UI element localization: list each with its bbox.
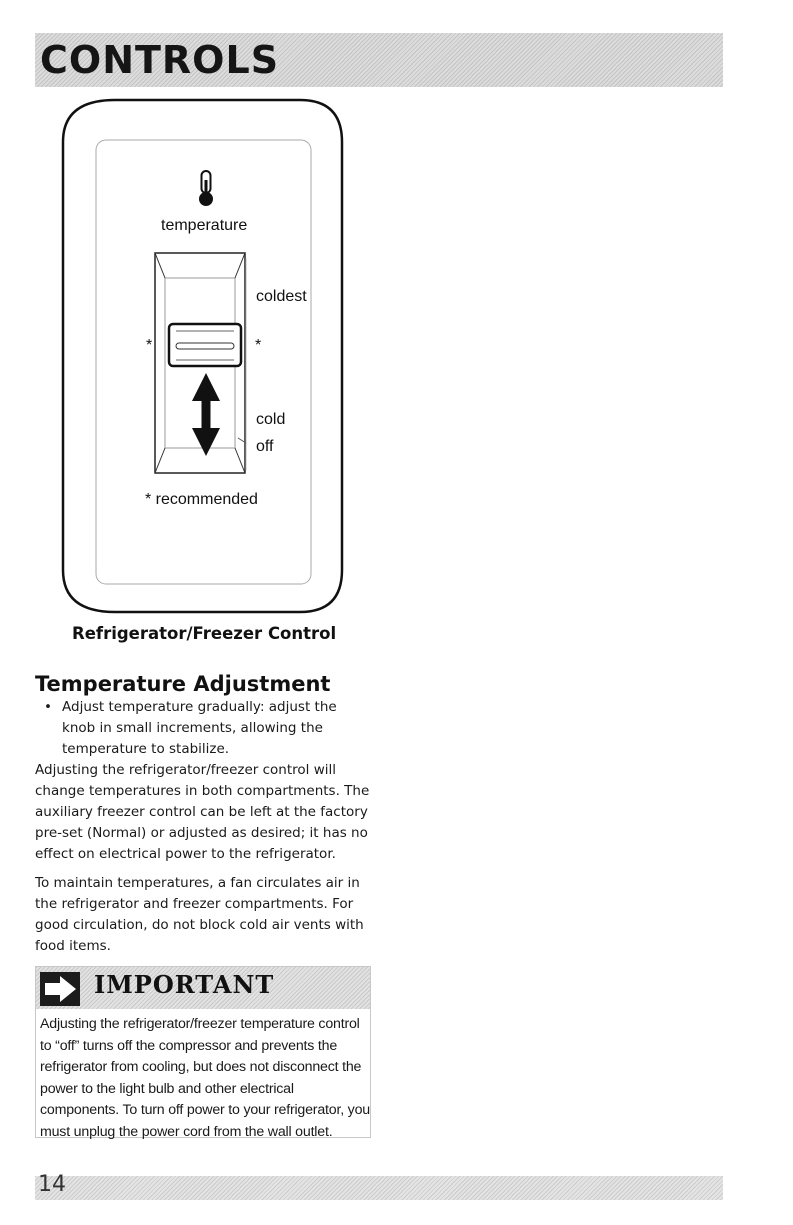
temperature-slider-knob[interactable] [169, 324, 241, 366]
label-off: off [256, 438, 274, 455]
recommended-marker-left: * [146, 337, 153, 354]
page-title: CONTROLS [40, 38, 280, 82]
paragraph-circulation: To maintain temperatures, a fan circulates air in the refrigerator and freezer compartments. For good circulation, do not block cold air vents with food items. [35, 875, 364, 954]
double-arrow-icon [192, 373, 220, 456]
label-coldest: coldest [256, 288, 307, 305]
page-number: 14 [38, 1172, 66, 1197]
important-header [36, 967, 370, 1009]
footer-band [35, 1176, 723, 1200]
control-panel-graphic [60, 98, 350, 616]
important-title: IMPORTANT [94, 970, 275, 999]
paragraph-controls: Adjusting the refrigerator/freezer control will change temperatures in both compartments. The auxiliary freezer control can be left at the factory pre-set (Normal) or adjusted as desired; it has no effect on electrical power to the refrigerator. [35, 762, 370, 862]
dial-title: temperature [161, 217, 248, 234]
bullet-list [44, 697, 374, 760]
recommended-marker-right: * [255, 337, 262, 354]
important-notice [35, 966, 371, 1138]
thermometer-icon [199, 171, 213, 206]
recommended-footnote: * recommended [145, 491, 258, 508]
figure-caption: Refrigerator/Freezer Control [72, 624, 337, 643]
list-item: • Adjust temperature gradually: adjust the knob in small increments, allowing the temperature to stabilize. [44, 697, 374, 760]
arrow-right-icon [40, 972, 80, 1006]
label-cold: cold [256, 411, 286, 428]
section-heading: Temperature Adjustment [35, 672, 331, 696]
control-panel-illustration [60, 98, 350, 616]
important-text: Adjusting the refrigerator/freezer temperature control to “off” turns off the compressor and prevents the refrigerator from cooling, but does not disconnect the power to the light bulb and other electrical components. To turn off power to your refrigerator, you must unplug the power cord from the wall outlet. [40, 1016, 370, 1140]
